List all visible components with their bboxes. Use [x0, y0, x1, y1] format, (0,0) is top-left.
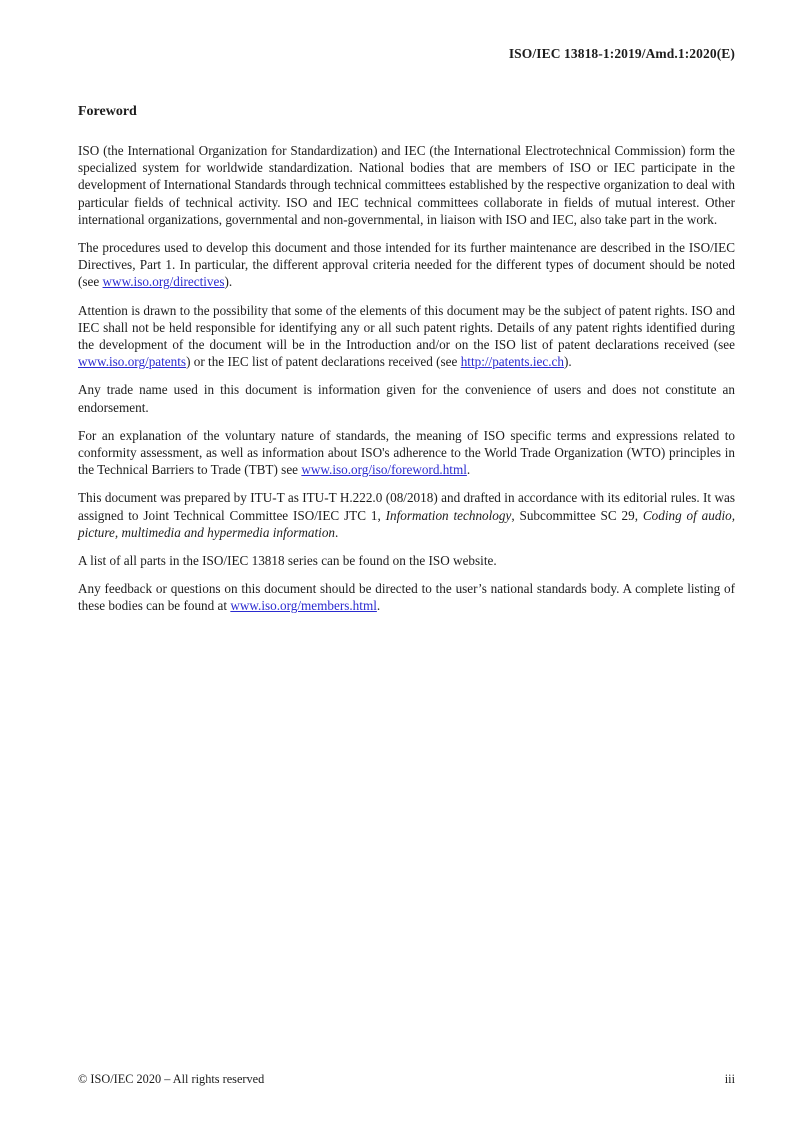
text-run-italic: Information technology	[385, 507, 512, 523]
paragraph-iso-iec-intro	[78, 142, 735, 228]
text-run: For an explanation of the voluntary nature of standards, the meaning of ISO specific terms and expressions related to conformity assessment, as well as information about ISO's adherence to the World Trade Organization (WTO) principles in the Technical Barriers to Trade (TBT) see	[78, 427, 735, 478]
paragraph-prepared-by	[78, 489, 735, 541]
text-run: ISO (the International Organization for Standardization) and IEC (the International Electrotechnical Commission) form the specialized system for worldwide standardization. National bodies that are members of ISO or IEC participate in the development of International Standards through technical committees established by the respective organization to deal with particular fields of technical activity. ISO and IEC technical committees collaborate in fields of mutual interest. Other international organizations, governmental and non-governmental, in liaison with ISO and IEC, also take part in the work.	[78, 143, 735, 227]
link-iso-members[interactable]: www.iso.org/members.html	[230, 598, 377, 614]
link-iec-patents[interactable]: http://patents.iec.ch	[460, 354, 564, 370]
text-run: ).	[224, 274, 233, 290]
paragraph-feedback	[78, 580, 735, 614]
text-run: The procedures used to develop this document and those intended for its further maintenance are described in the ISO/IEC Directives, Part 1. In particular, the different approval criteria needed for the different types of document should be noted (see	[78, 240, 735, 290]
link-iso-directives[interactable]: www.iso.org/directives	[102, 274, 225, 290]
text-run: .	[335, 524, 339, 540]
text-run: , Subcommittee SC 29,	[511, 507, 643, 523]
section-title-foreword: Foreword	[78, 104, 137, 119]
paragraph-patent-rights	[78, 302, 735, 371]
link-iso-patents[interactable]: www.iso.org/patents	[78, 354, 187, 370]
paragraph-voluntary-nature	[78, 427, 735, 479]
text-run: ) or the IEC list of patent declarations received (see	[186, 354, 461, 370]
text-run: .	[466, 462, 471, 478]
page-content	[78, 45, 735, 615]
text-run: A list of all parts in the ISO/IEC 13818 series can be found on the ISO website.	[78, 553, 497, 569]
link-iso-foreword[interactable]: www.iso.org/iso/foreword.html	[301, 462, 467, 478]
text-run: Any trade name used in this document is information given for the convenience of users and does not constitute an endorsement.	[78, 382, 735, 415]
paragraph-series-list	[78, 552, 735, 569]
paragraph-trade-name	[78, 381, 735, 415]
copyright-notice: © ISO/IEC 2020 – All rights reserved	[78, 1072, 265, 1086]
paragraph-procedures	[78, 239, 735, 291]
text-run: Any feedback or questions on this document should be directed to the user’s national standards body. A complete listing of these bodies can be found at	[78, 581, 735, 614]
text-run: ).	[563, 354, 572, 370]
text-run: This document was prepared by ITU-T as ITU-T H.222.0 (08/2018) and drafted in accordance with its editorial rules. It was assigned to Joint Technical Committee ISO/IEC JTC 1,	[78, 490, 735, 523]
page-footer	[78, 1071, 735, 1087]
text-run: Attention is drawn to the possibility that some of the elements of this document may be the subject of patent rights. ISO and IEC shall not be held responsible for identifying any or all such patent rights. Details of any patent rights identified during the development of the document will be in the Introduction and/or on the ISO list of patent declarations received (see	[78, 302, 735, 353]
page-number: iii	[724, 1072, 735, 1086]
document-reference-header: ISO/IEC 13818-1:2019/Amd.1:2020(E)	[508, 46, 735, 61]
text-run: .	[376, 598, 381, 614]
text-run-italic: Coding of audio, picture, multimedia and hypermedia information	[78, 507, 735, 540]
